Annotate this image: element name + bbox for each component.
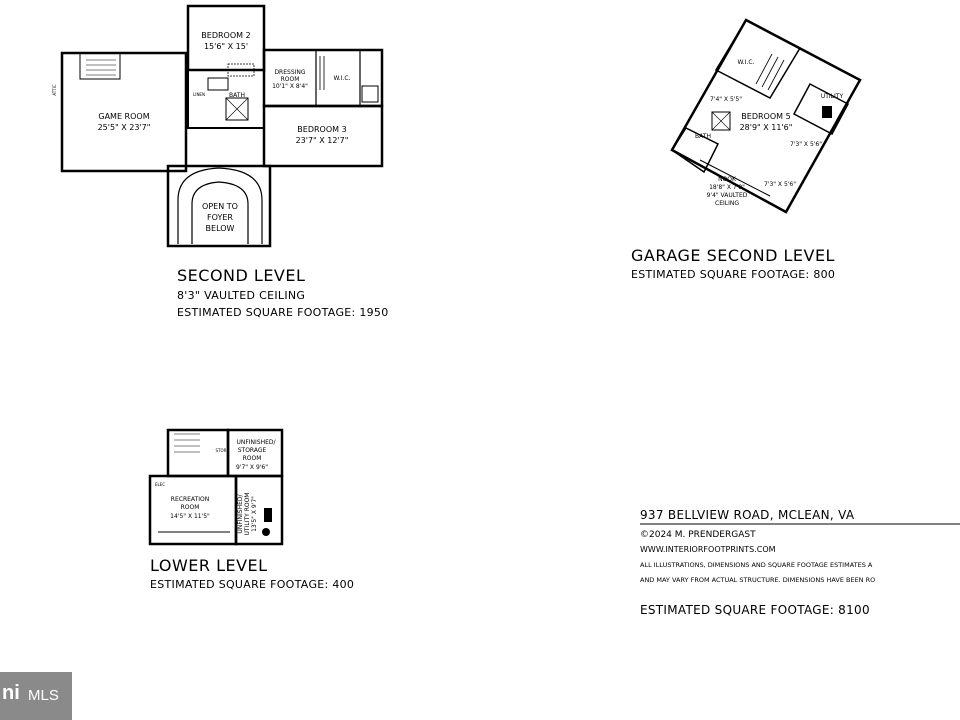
lower-level-sqft: ESTIMATED SQUARE FOOTAGE: 400 [150, 578, 355, 591]
stair-stor-outline [168, 430, 228, 476]
foyer-line3: BELOW [205, 224, 235, 233]
bedroom-5-name: BEDROOM 5 [741, 112, 791, 121]
garage-dim-b: 7'3" X 5'6" [789, 141, 823, 148]
foyer-line2: FOYER [207, 213, 233, 222]
unfinished-utility-line1: UNFINISHED/ [237, 494, 244, 534]
mls-logo-text: MLS [28, 687, 59, 704]
garage-utility-room [794, 84, 848, 134]
recreation-line2: ROOM [180, 504, 200, 511]
stor-label: STOR [215, 448, 227, 453]
second-level-sqft: ESTIMATED SQUARE FOOTAGE: 1950 [177, 306, 389, 319]
unfinished-storage-line1: UNFINISHED/ [236, 439, 276, 446]
foyer-line1: OPEN TO [202, 202, 238, 211]
garage-wic-label: W.I.C. [737, 59, 755, 66]
garage-bath-label: BATH [695, 133, 711, 140]
unfinished-storage-line2: STORAGE [237, 447, 267, 454]
mls-logo-badge [0, 672, 72, 720]
mls-logo-mark: ni [2, 682, 20, 704]
garage-utility-label: UTILITY [820, 93, 844, 100]
disclaimer-line1: ALL ILLUSTRATIONS, DIMENSIONS AND SQUARE FOOTAGE ESTIMATES A [640, 561, 873, 569]
unfinished-storage-line3: ROOM [242, 455, 262, 462]
garage-dim-a: 7'4" X 5'5" [709, 96, 743, 103]
garage-level-sqft: ESTIMATED SQUARE FOOTAGE: 800 [631, 268, 836, 281]
garage-level-title: GARAGE SECOND LEVEL [631, 246, 835, 265]
nook-line2: 18'8" X 7'9" [709, 184, 745, 191]
bedroom-3-dim: 23'7" X 12'7" [295, 136, 349, 145]
dressing-room-line1: DRESSING [274, 69, 306, 76]
game-room-name: GAME ROOM [98, 112, 150, 121]
copyright-text: ©2024 M. PRENDERGAST [640, 530, 756, 540]
unfinished-storage-dim: 9'7" X 9'6" [235, 464, 269, 471]
lower-level-labels [155, 439, 277, 535]
nook-line1: NOOK [718, 176, 736, 183]
elec-label: ELEC [154, 482, 166, 487]
unfinished-utility-line2: UTILITY ROOM [244, 492, 251, 536]
attic-label: ATTIC [52, 84, 57, 96]
dressing-room-dim: 10'1" X 8'4" [272, 83, 308, 90]
disclaimer-line2: AND MAY VARY FROM ACTUAL STRUCTURE. DIMENSIONS HAVE BEEN RO [640, 576, 876, 584]
garage-labels [695, 59, 843, 207]
recreation-line1: RECREATION [170, 496, 210, 503]
garage-dim-c: 7'3" X 5'6" [763, 181, 797, 188]
bath-label: BATH [229, 92, 245, 99]
second-level-labels [52, 31, 351, 233]
second-level-ceiling: 8'3" VAULTED CEILING [177, 289, 306, 302]
website-link[interactable]: WWW.INTERIORFOOTPRINTS.COM [640, 545, 776, 554]
total-sqft: ESTIMATED SQUARE FOOTAGE: 8100 [640, 603, 870, 617]
wic-label: W.I.C. [333, 75, 351, 82]
bedroom-3-name: BEDROOM 3 [297, 125, 347, 134]
recreation-dim: 14'5" X 11'5" [170, 513, 210, 520]
lower-level-title: LOWER LEVEL [150, 556, 268, 575]
second-level-title: SECOND LEVEL [177, 266, 306, 285]
property-address: 937 BELLVIEW ROAD, MCLEAN, VA [640, 508, 855, 522]
nook-line3: 9'4" VAULTED [706, 192, 748, 199]
linen-label: LINEN [193, 92, 205, 97]
bedroom-5-dim: 28'9" X 11'6" [739, 123, 793, 132]
nook-line4: CEILING [715, 200, 739, 207]
garage-wic-room [716, 20, 800, 98]
dressing-room-line2: ROOM [280, 76, 300, 83]
unfinished-utility-dim: 13'5" X 9'7" [251, 496, 258, 532]
bedroom-2-name: BEDROOM 2 [201, 31, 251, 40]
game-room-dim: 25'5" X 23'7" [97, 123, 151, 132]
bedroom-2-dim: 15'6" X 15' [203, 42, 249, 51]
